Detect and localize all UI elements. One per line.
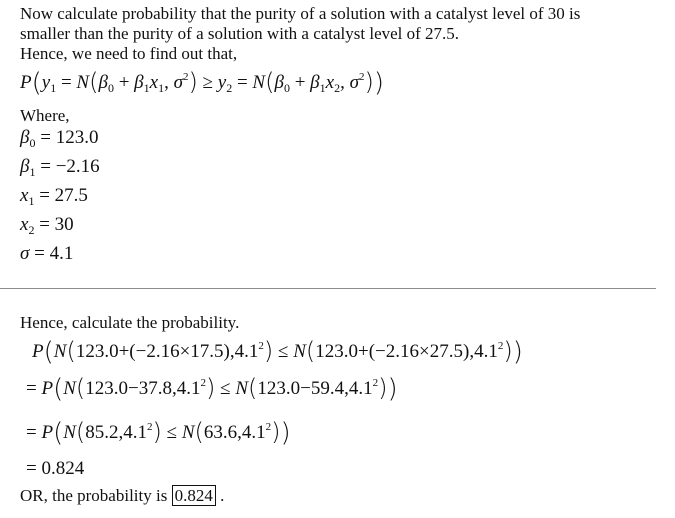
calc-step-3: = $P(N(85.2,4.1^2) \le N(63.6,4.1^2))$ bbox=[26, 418, 291, 448]
calc-result-value: 0.824 bbox=[41, 458, 85, 479]
calc-step-3-left: 85.2,4.1 bbox=[85, 422, 148, 443]
param-sigma: σ = 4.1 bbox=[20, 243, 74, 264]
calc-step-1: $P(N(123.0+(-2.16\times 17.5),4.1^2) \le N(123.0+(-2.16\times 27.5),4.1^2))$ bbox=[32, 337, 523, 367]
param-sigma-value: 4.1 bbox=[49, 243, 74, 264]
conclusion: OR, the probability is 0.824 . bbox=[20, 486, 225, 505]
param-beta0-value: 123.0 bbox=[55, 127, 99, 148]
intro-line-3: Hence, we need to find out that, bbox=[20, 44, 238, 63]
param-x2-value: 30 bbox=[54, 214, 74, 235]
calc-step-1-right: 123.0+(−2.16×27.5),4.1 bbox=[315, 341, 498, 362]
calc-step-2: = $P(N(123.0-37.8,4.1^2) \le N(123.0-59.4,4.1^2))$ bbox=[26, 374, 398, 404]
calc-result: = 0.824 bbox=[26, 458, 85, 479]
calc-step-1-left: 123.0+(−2.16×17.5),4.1 bbox=[75, 341, 259, 362]
intro-line-1: Now calculate probability that the purity of a solution with a catalyst level of 30 is bbox=[20, 4, 581, 23]
answer-box: 0.824 bbox=[172, 485, 216, 506]
calc-step-2-right: 123.0−59.4,4.1 bbox=[257, 378, 373, 399]
param-x2: $x_2 = 30$ bbox=[20, 214, 74, 237]
param-beta1: $\beta_1 = -2.16$ bbox=[20, 156, 100, 179]
param-beta0: $\beta_0 = 123.0$ bbox=[20, 127, 99, 150]
conclusion-text: OR, the probability is bbox=[20, 486, 168, 505]
calc-step-3-right: 63.6,4.1 bbox=[203, 422, 266, 443]
probability-statement: $P(y_1 = N(\beta_0 + \beta_1x_1$, $\sigma^2) \ge y_2 = N(\beta_0 + \beta_1x_2$, $\sigma^2$)) bbox=[20, 68, 384, 98]
intro-line-2: smaller than the purity of a solution with a catalyst level of 27.5. bbox=[20, 24, 460, 43]
param-x1-value: 27.5 bbox=[54, 185, 88, 206]
calc-heading: Hence, calculate the probability. bbox=[20, 313, 240, 332]
calc-step-2-left: 123.0−37.8,4.1 bbox=[85, 378, 201, 399]
section-divider bbox=[0, 288, 656, 289]
where-label: Where, bbox=[20, 106, 70, 125]
param-beta1-value: −2.16 bbox=[55, 156, 100, 177]
param-x1: $x_1 = 27.5$ bbox=[20, 185, 88, 208]
